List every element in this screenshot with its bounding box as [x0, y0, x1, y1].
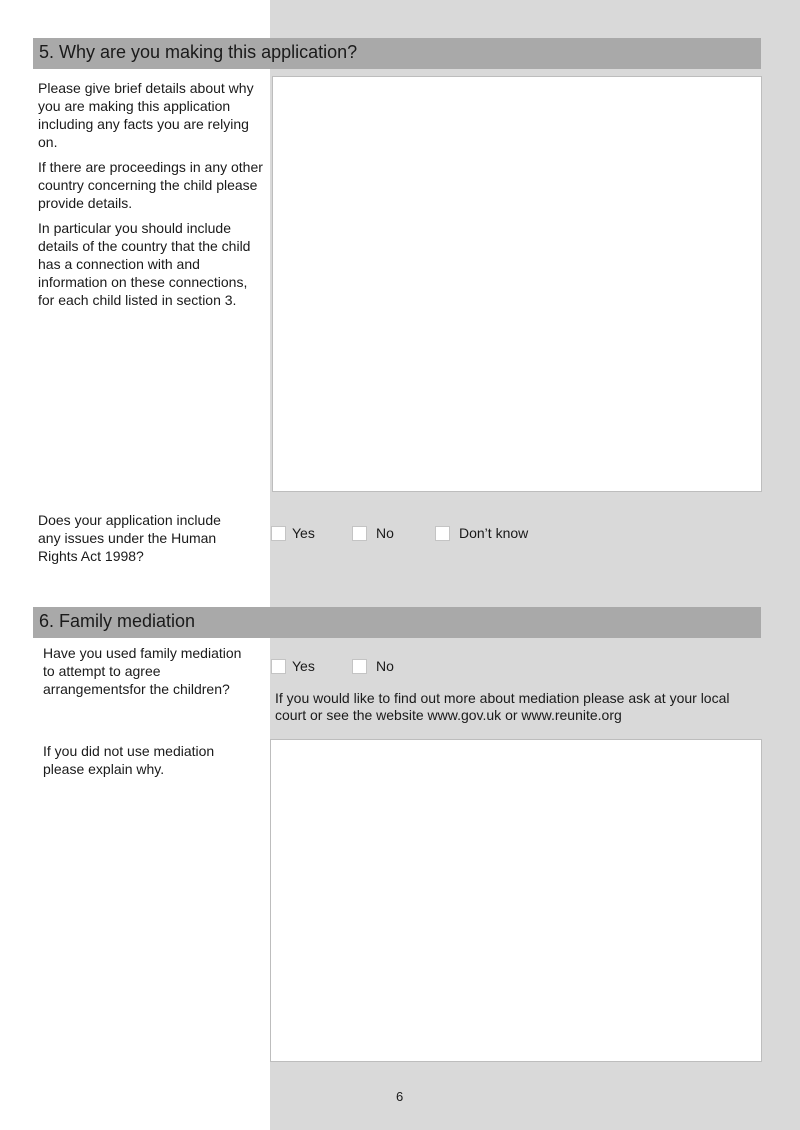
- option-label: No: [376, 525, 394, 541]
- section-6-header: 6. Family mediation: [33, 607, 761, 638]
- human-rights-yes-checkbox[interactable]: [271, 526, 286, 541]
- option-label: Don’t know: [459, 525, 529, 541]
- mediation-no-option[interactable]: [352, 658, 394, 674]
- mediation-explain-question: If you did not use mediation please explain why.: [43, 743, 215, 777]
- mediation-explanation-textarea[interactable]: [270, 739, 762, 1062]
- mediation-yes-checkbox[interactable]: [271, 659, 286, 674]
- human-rights-dont-know-option[interactable]: [435, 525, 528, 541]
- human-rights-dont-know-checkbox[interactable]: [435, 526, 450, 541]
- human-rights-yes-option[interactable]: [271, 525, 315, 541]
- mediation-question: Have you used family mediation to attempt to agree arrangementsfor the children?: [43, 645, 242, 697]
- mediation-no-checkbox[interactable]: [352, 659, 367, 674]
- option-label: Yes: [292, 658, 315, 674]
- option-label: No: [376, 658, 394, 674]
- mediation-yes-option[interactable]: [271, 658, 315, 674]
- section-5-instructions: [38, 79, 270, 316]
- option-label: Yes: [292, 525, 315, 541]
- instruction-paragraph: In particular you should include details of the country that the child has a connection with and information on these connections, for each child listed in section 3.: [38, 220, 251, 308]
- application-reasons-textarea[interactable]: [272, 76, 762, 492]
- mediation-info-note: If you would like to find out more about mediation please ask at your local court or see the website www.gov.uk or www.reunite.org: [275, 690, 730, 723]
- instruction-paragraph: If there are proceedings in any other country concerning the child please provide details.: [38, 159, 263, 211]
- human-rights-no-option[interactable]: [352, 525, 394, 541]
- instruction-paragraph: Please give brief details about why you are making this application including any facts you are relying on.: [38, 80, 254, 150]
- human-rights-question: Does your application include any issues under the Human Rights Act 1998?: [38, 512, 221, 564]
- human-rights-no-checkbox[interactable]: [352, 526, 367, 541]
- page-number: 6: [396, 1089, 404, 1104]
- section-5-header: 5. Why are you making this application?: [33, 38, 761, 69]
